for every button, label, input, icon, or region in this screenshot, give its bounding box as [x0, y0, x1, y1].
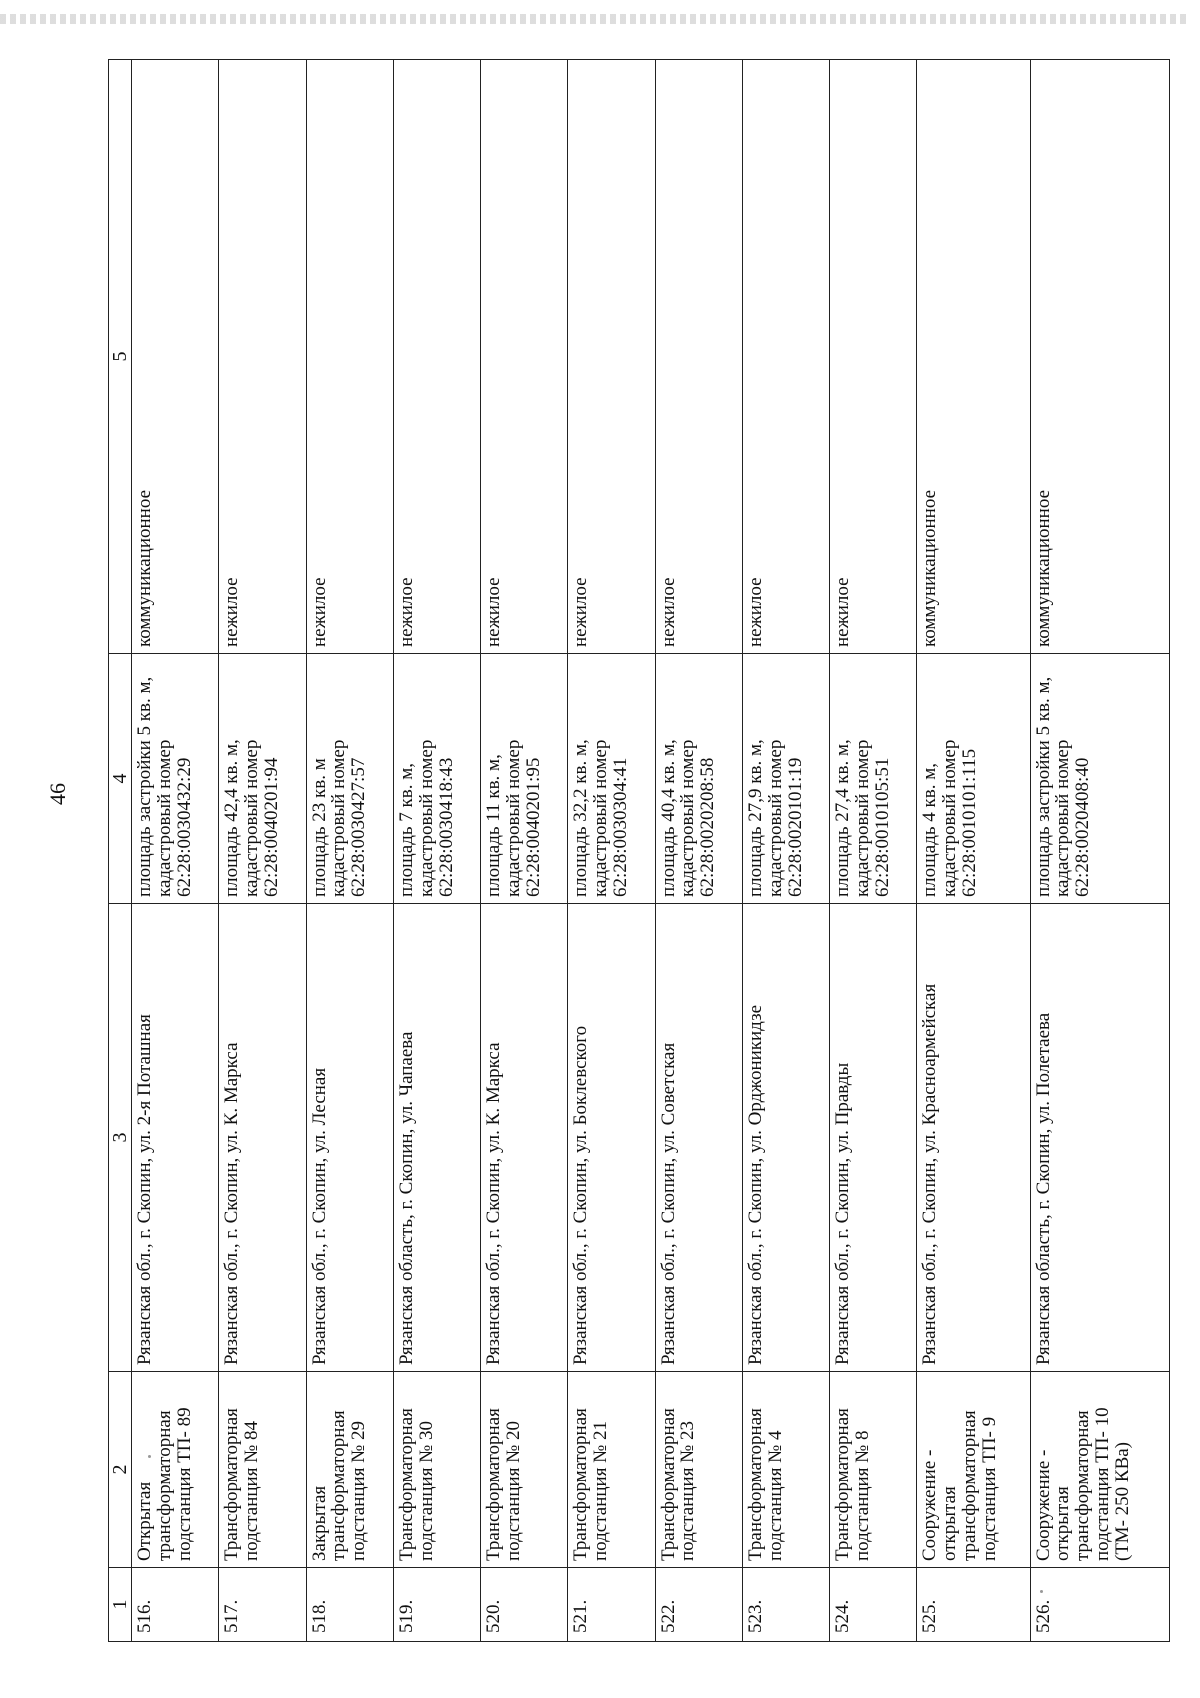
object-name-cell: Сооружение - открытая трансформаторная подстанция ТП- 10 (ТМ- 250 КВа)	[1030, 1372, 1169, 1568]
table-row	[1030, 60, 1169, 1642]
purpose-cell: коммуникационное	[132, 60, 219, 654]
purpose-cell: нежилое	[742, 60, 829, 654]
object-name-cell: Трансформаторная подстанция № 84	[219, 1372, 306, 1568]
purpose-cell: коммуникационное	[917, 60, 1030, 654]
row-number-cell: 525.	[917, 1568, 1030, 1642]
table-row	[306, 60, 393, 1642]
purpose-cell: коммуникационное	[1030, 60, 1169, 654]
row-number-cell: 516.	[132, 1568, 219, 1642]
row-number-cell: 520.	[481, 1568, 568, 1642]
address-cell: Рязанская обл., г. Скопин, ул. Красноармейская	[917, 904, 1030, 1372]
object-name-cell: Трансформаторная подстанция № 30	[393, 1372, 480, 1568]
row-number-cell: 522.	[655, 1568, 742, 1642]
table-row	[393, 60, 480, 1642]
characteristics-cell: площадь 40,4 кв. м, кадастровый номер 62:28:0020208:58	[655, 654, 742, 904]
characteristics-cell: площадь 11 кв. м, кадастровый номер 62:28:0040201:95	[481, 654, 568, 904]
characteristics-cell: площадь 27,4 кв. м, кадастровый номер 62:28:0010105:51	[830, 654, 917, 904]
purpose-cell: нежилое	[481, 60, 568, 654]
page-number: 46	[45, 783, 70, 805]
object-name-cell: Трансформаторная подстанция № 8	[830, 1372, 917, 1568]
purpose-cell: нежилое	[655, 60, 742, 654]
column-header: 2	[109, 1372, 132, 1568]
object-name-cell: Трансформаторная подстанция № 20	[481, 1372, 568, 1568]
characteristics-cell: площадь застройки 5 кв. м, кадастровый номер 62:28:0030432:29	[132, 654, 219, 904]
row-number-cell: 521.	[568, 1568, 655, 1642]
row-number-cell: 524.	[830, 1568, 917, 1642]
registry-table	[108, 59, 1170, 1642]
object-name-cell: Открытая трансформаторная подстанция ТП- 89	[132, 1372, 219, 1568]
characteristics-cell: площадь 32,2 кв. м, кадастровый номер 62:28:0030304:41	[568, 654, 655, 904]
object-name-cell: Закрытая трансформаторная подстанция № 29	[306, 1372, 393, 1568]
column-header: 1	[109, 1568, 132, 1642]
column-header: 3	[109, 904, 132, 1372]
table-row	[830, 60, 917, 1642]
address-cell: Рязанская обл., г. Скопин, ул. Лесная	[306, 904, 393, 1372]
column-header: 4	[109, 654, 132, 904]
purpose-cell: нежилое	[393, 60, 480, 654]
address-cell: Рязанская обл., г. Скопин, ул. Боклевского	[568, 904, 655, 1372]
object-name-cell: Трансформаторная подстанция № 4	[742, 1372, 829, 1568]
row-number-cell: 526.	[1030, 1568, 1169, 1642]
address-cell: Рязанская обл., г. Скопин, ул. Орджоникидзе	[742, 904, 829, 1372]
address-cell: Рязанская обл., г. Скопин, ул. К. Маркса	[219, 904, 306, 1372]
row-number-cell: 519.	[393, 1568, 480, 1642]
purpose-cell: нежилое	[830, 60, 917, 654]
row-number-cell: 518.	[306, 1568, 393, 1642]
column-header: 5	[109, 60, 132, 654]
purpose-cell: нежилое	[568, 60, 655, 654]
row-number-cell: 523.	[742, 1568, 829, 1642]
address-cell: Рязанская обл., г. Скопин, ул. Советская	[655, 904, 742, 1372]
table-row	[917, 60, 1030, 1642]
table-row	[219, 60, 306, 1642]
address-cell: Рязанская обл., г. Скопин, ул. Правды	[830, 904, 917, 1372]
table-row	[742, 60, 829, 1642]
rotated-table-container	[108, 60, 1170, 1642]
table-row	[655, 60, 742, 1642]
purpose-cell: нежилое	[219, 60, 306, 654]
characteristics-cell: площадь застройки 5 кв. м, кадастровый номер 62:28:0020408:40	[1030, 654, 1169, 904]
row-number-cell: 517.	[219, 1568, 306, 1642]
table-row	[568, 60, 655, 1642]
purpose-cell: нежилое	[306, 60, 393, 654]
object-name-cell: Сооружение - открытая трансформаторная подстанция ТП- 9	[917, 1372, 1030, 1568]
address-cell: Рязанская область, г. Скопин, ул. Чапаева	[393, 904, 480, 1372]
table-header-row	[109, 60, 132, 1642]
characteristics-cell: площадь 7 кв. м, кадастровый номер 62:28:0030418:43	[393, 654, 480, 904]
characteristics-cell: площадь 4 кв. м, кадастровый номер 62:28:0010101:115	[917, 654, 1030, 904]
characteristics-cell: площадь 27,9 кв. м, кадастровый номер 62:28:0020101:19	[742, 654, 829, 904]
table-row	[132, 60, 219, 1642]
characteristics-cell: площадь 23 кв. м кадастровый номер 62:28:0030427:57	[306, 654, 393, 904]
scan-artifact-line	[0, 14, 1190, 24]
registry-table-frame	[108, 60, 1170, 1642]
object-name-cell: Трансформаторная подстанция № 23	[655, 1372, 742, 1568]
address-cell: Рязанская область, г. Скопин, ул. Полетаева	[1030, 904, 1169, 1372]
table-row	[481, 60, 568, 1642]
object-name-cell: Трансформаторная подстанция № 21	[568, 1372, 655, 1568]
characteristics-cell: площадь 42,4 кв. м, кадастровый номер 62:28:0040201:94	[219, 654, 306, 904]
address-cell: Рязанская обл., г. Скопин, ул. К. Маркса	[481, 904, 568, 1372]
address-cell: Рязанская обл., г. Скопин, ул. 2-я Поташная	[132, 904, 219, 1372]
